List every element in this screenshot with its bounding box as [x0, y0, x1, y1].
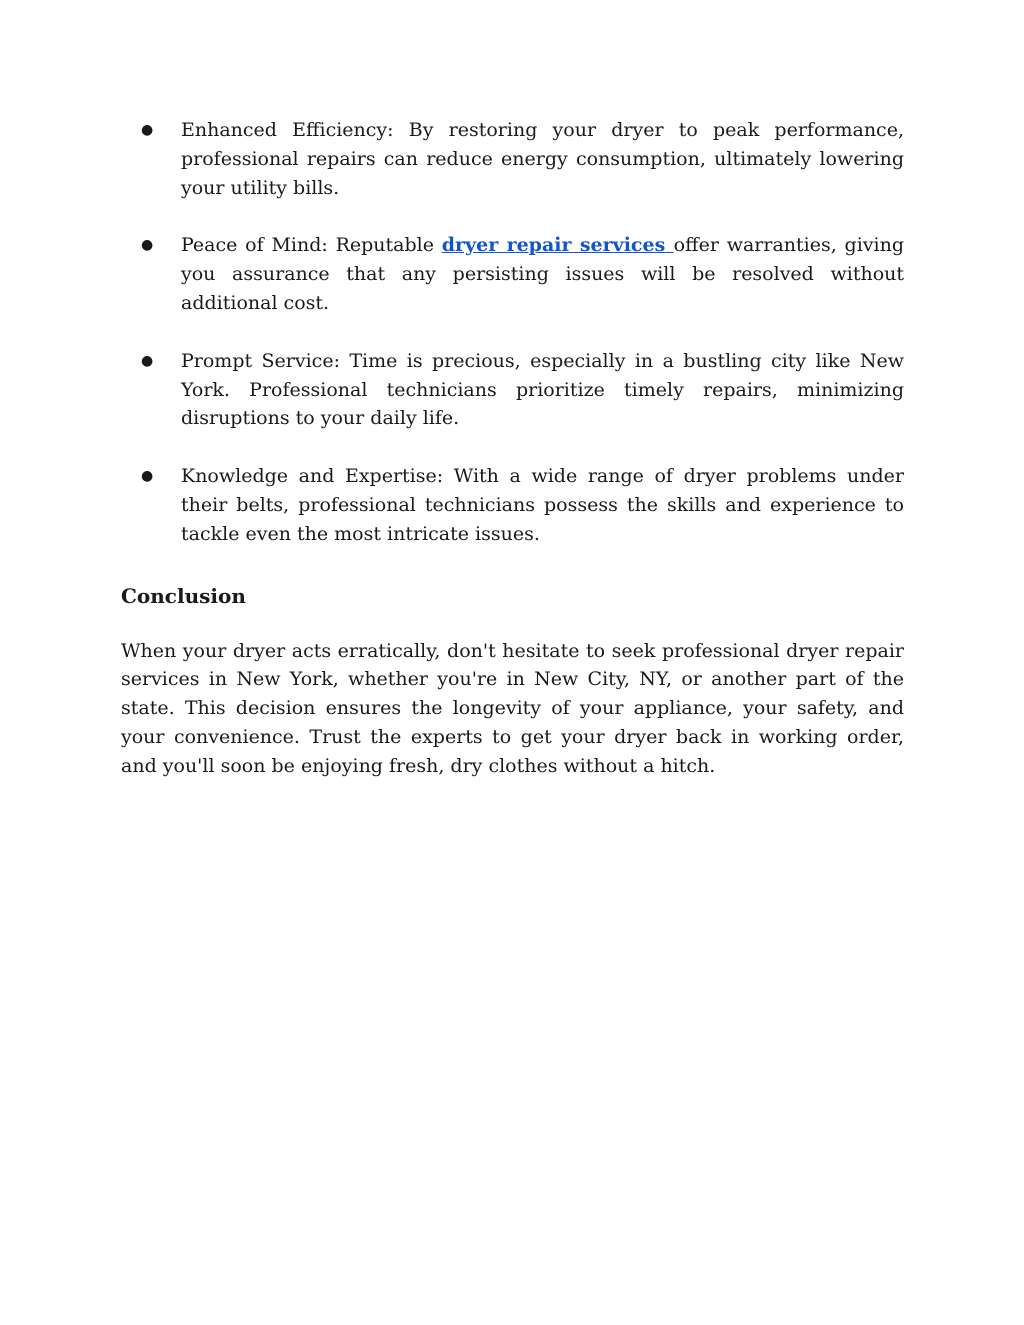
list-item-text: Prompt Service: Time is precious, especially in a bustling city like New York. Professional technicians prioritize timely repairs, minimizing disruptions to your daily life. — [181, 349, 904, 430]
list-item — [121, 231, 904, 317]
document-content — [121, 116, 904, 781]
benefits-list — [121, 116, 904, 549]
list-item — [121, 462, 904, 548]
list-item — [121, 347, 904, 433]
list-item-text: Enhanced Efficiency: By restoring your dryer to peak performance, professional repairs can reduce energy consumption, ultimately lowering your utility bills. — [181, 119, 904, 199]
conclusion-paragraph: When your dryer acts erratically, don't hesitate to seek professional dryer repair services in New York, whether you're in New City, NY, or another part of the state. This decision ensures the longevity of your appliance, your safety, and your convenience. Trust the experts to get your dryer back in working order, and you'll soon be enjoying fresh, dry clothes without a hitch. — [121, 639, 904, 777]
list-item-text-before: Peace of Mind: Reputable — [181, 234, 442, 257]
bullet-icon: ● — [141, 122, 154, 138]
bullet-icon: ● — [141, 237, 154, 254]
dryer-repair-services-link[interactable]: dryer repair services — [441, 234, 674, 257]
list-item-text-after: offer warranties, giving you assurance that any persisting issues will be resolved without additional cost. — [181, 234, 905, 314]
conclusion-heading: Conclusion — [121, 583, 246, 608]
bullet-icon: ● — [141, 352, 154, 369]
list-item — [121, 116, 904, 202]
list-item-text: Knowledge and Expertise: With a wide range of dryer problems under their belts, professional technicians possess the skills and experience to tackle even the most intricate issues. — [181, 465, 904, 545]
bullet-icon: ● — [141, 468, 154, 485]
